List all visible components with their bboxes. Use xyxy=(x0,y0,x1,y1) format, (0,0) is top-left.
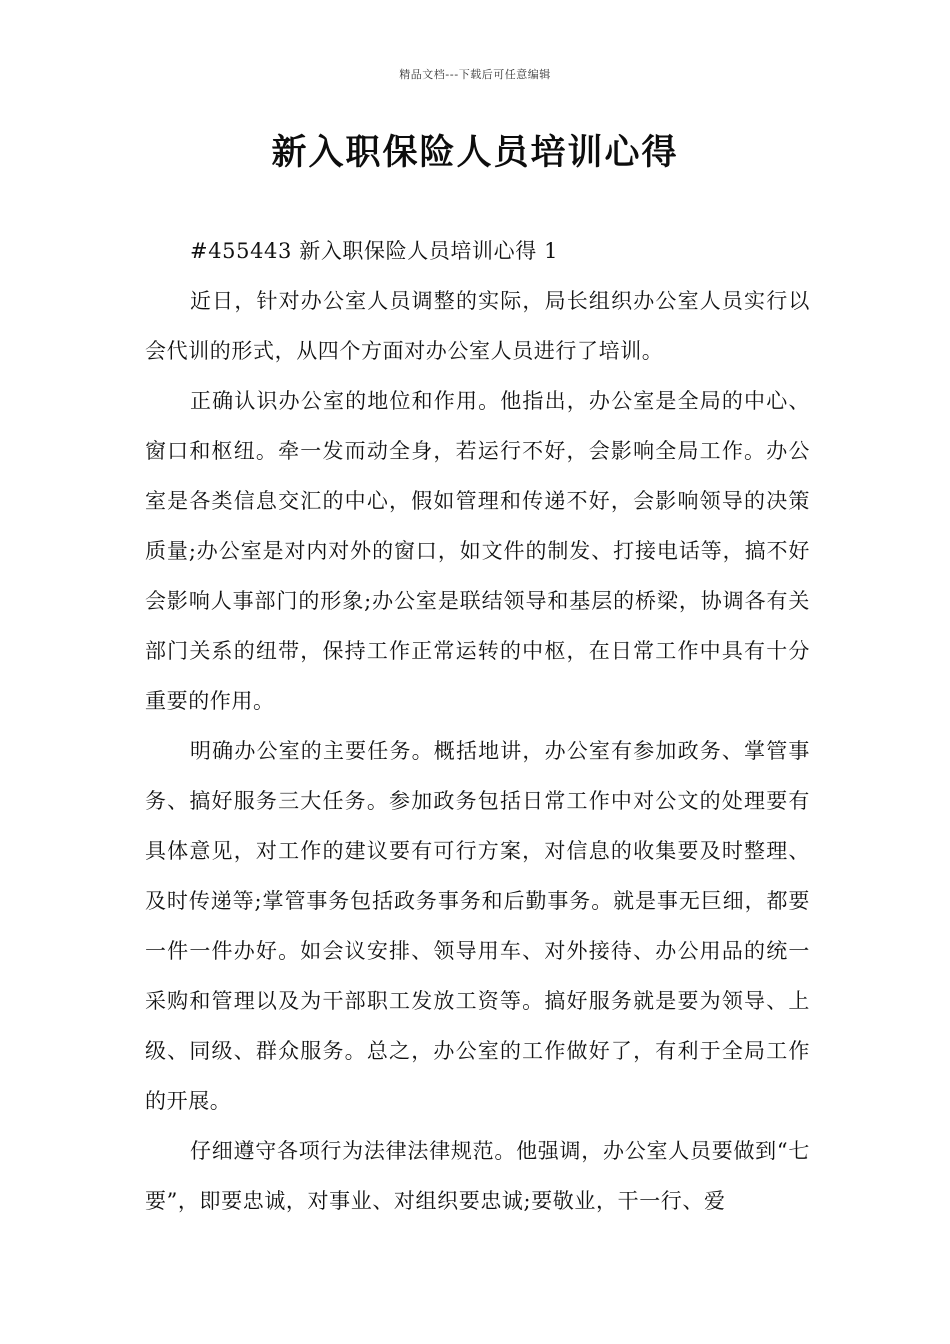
document-body xyxy=(145,226,810,1226)
paragraph: 近日，针对办公室人员调整的实际，局长组织办公室人员实行以会代训的形式，从四个方面对办公室人员进行了培训。 xyxy=(145,289,810,363)
paragraph: 正确认识办公室的地位和作用。他指出，办公室是全局的中心、窗口和枢纽。牵一发而动全身，若运行不好，会影响全局工作。办公室是各类信息交汇的中心，假如管理和传递不好，会影响领导的决策质量;办公室是对内对外的窗口，如文件的制发、打接电话等，搞不好会影响人事部门的形象;办公室是联结领导和基层的桥梁，协调各有关部门关系的纽带，保持工作正常运转的中枢，在日常工作中具有十分重要的作用。 xyxy=(145,389,810,713)
paragraph: 仔细遵守各项行为法律法律规范。他强调，办公室人员要做到“七要”，即要忠诚，对事业、对组织要忠诚;要敬业，干一行、爱 xyxy=(145,1139,810,1213)
document-title: 新入职保险人员培训心得 xyxy=(271,133,679,173)
paragraph-heading: #455443 新入职保险人员培训心得 1 xyxy=(190,239,559,263)
paragraph: 明确办公室的主要任务。概括地讲，办公室有参加政务、掌管事务、搞好服务三大任务。参加政务包括日常工作中对公文的处理要有具体意见，对工作的建议要有可行方案，对信息的收集要及时整理、及时传递等;掌管事务包括政务事务和后勤事务。就是事无巨细，都要一件一件办好。如会议安排、领导用车、对外接待、办公用品的统一采购和管理以及为干部职工发放工资等。搞好服务就是要为领导、上级、同级、群众服务。总之，办公室的工作做好了，有利于全局工作的开展。 xyxy=(145,739,810,1113)
header-note: 精品文档---下载后可任意编辑 xyxy=(399,68,551,81)
